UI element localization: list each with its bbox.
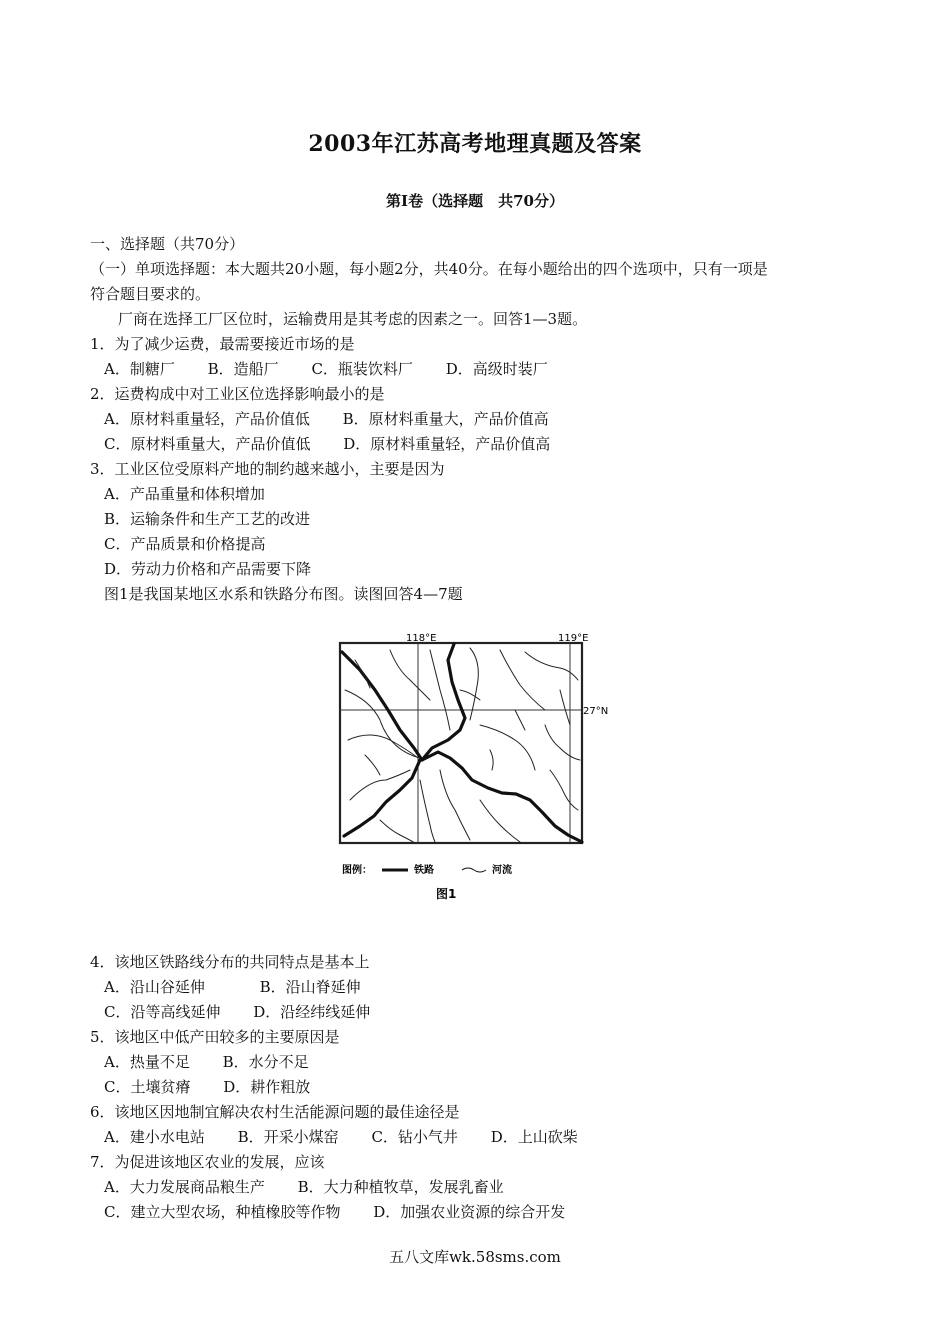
option-a: A．产品重量和体积增加 [104, 485, 265, 503]
question-5-options-row-1 [90, 1050, 870, 1075]
question-block-1 [90, 232, 870, 607]
option-d: D．沿经纬线延伸 [253, 1003, 371, 1021]
option-a: A．大力发展商品粮生产 [104, 1178, 265, 1196]
question-3: 3．工业区位受原料产地的制约越来越小，主要是因为 [90, 460, 445, 478]
question-5-options-row-2 [90, 1075, 870, 1100]
option-d: D．耕作粗放 [223, 1078, 311, 1096]
figure-caption: 图1 [436, 887, 457, 901]
option-d: D．加强农业资源的综合开发 [373, 1203, 566, 1221]
option-a: A．建小水电站 [104, 1128, 205, 1146]
river [470, 648, 478, 720]
question-4-options-row-1 [90, 975, 870, 1000]
option-b: B．原材料重量大，产品价值高 [342, 410, 549, 428]
legend-river-label: 河流 [492, 865, 512, 876]
river [365, 755, 380, 775]
option-c: C．瓶装饮料厂 [311, 360, 413, 378]
river [390, 650, 430, 700]
option-c: C．建立大型农场，种植橡胶等作物 [104, 1203, 341, 1221]
option-a: A．原材料重量轻，产品价值低 [104, 410, 310, 428]
longitude-label-118: 118°E [406, 633, 437, 644]
question-2: 2．运费构成中对工业区位选择影响最小的是 [90, 385, 385, 403]
option-b: B．开采小煤窑 [237, 1128, 339, 1146]
option-a: A．制糖厂 [104, 360, 175, 378]
option-c: C．钻小气井 [371, 1128, 458, 1146]
option-d: D．劳动力价格和产品需要下降 [104, 560, 312, 578]
question-7-options-row-1 [90, 1175, 870, 1200]
question-stem-4-7: 图1是我国某地区水系和铁路分布图。读图回答4—7题 [104, 585, 463, 603]
option-d: D．上山砍柴 [490, 1128, 578, 1146]
map-figure [320, 630, 620, 910]
option-b: B．水分不足 [222, 1053, 309, 1071]
question-4: 4．该地区铁路线分布的共同特点是基本上 [90, 953, 370, 971]
question-stem-1-3: 厂商在选择工厂区位时，运输费用是其考虑的因素之一。回答1—3题。 [118, 310, 588, 328]
question-1-options [90, 357, 870, 382]
legend-prefix: 图例： [342, 865, 372, 876]
option-b: B．造船厂 [207, 360, 279, 378]
option-b: B．沿山脊延伸 [259, 978, 361, 996]
option-c: C．产品质景和价格提高 [104, 535, 266, 553]
river [545, 725, 580, 760]
option-a: A．热量不足 [104, 1053, 190, 1071]
river [500, 650, 545, 710]
river [460, 690, 480, 700]
legend-river-symbol [462, 868, 486, 872]
instructions-line-1: （一）单项选择题：本大题共20小题，每小题2分，共40分。在每小题给出的四个选项中，只有一项是 [90, 260, 768, 278]
question-1: 1．为了减少运费，最需要接近市场的是 [90, 335, 355, 353]
section-title: 第Ⅰ卷（选择题 共70分） [386, 192, 564, 210]
option-d: D．高级时装厂 [445, 360, 548, 378]
river [480, 800, 520, 842]
river [490, 750, 493, 770]
part-heading: 一、选择题（共70分） [90, 235, 245, 253]
river [380, 820, 415, 843]
river [440, 770, 470, 840]
question-2-options-row-1 [90, 407, 870, 432]
option-a: A．沿山谷延伸 [104, 978, 205, 996]
option-c: C．原材料重量大，产品价值低 [104, 435, 311, 453]
river [420, 780, 435, 842]
river-railway-map [320, 630, 620, 910]
railway-line [422, 752, 582, 842]
option-b: B．运输条件和生产工艺的改进 [104, 510, 311, 528]
river [550, 770, 578, 810]
river [560, 690, 570, 725]
option-c: C．土壤贫瘠 [104, 1078, 191, 1096]
question-7-options-row-2 [90, 1200, 870, 1225]
river [480, 725, 535, 770]
legend-railway-label: 铁路 [414, 865, 434, 876]
footer-watermark: 五八文库wk.58sms.com [389, 1248, 561, 1266]
question-5: 5．该地区中低产田较多的主要原因是 [90, 1028, 340, 1046]
question-6: 6．该地区因地制宜解决农村生活能源问题的最佳途径是 [90, 1103, 460, 1121]
question-4-options-row-2 [90, 1000, 870, 1025]
river [515, 710, 525, 730]
railways [342, 644, 582, 842]
question-block-2 [90, 950, 870, 1225]
question-6-options [90, 1125, 870, 1150]
option-b: B．大力种植牧草，发展乳畜业 [297, 1178, 504, 1196]
latitude-label-27: 27°N [583, 706, 609, 717]
longitude-label-119: 119°E [558, 633, 589, 644]
question-2-options-row-2 [90, 432, 870, 457]
railway-line [344, 760, 420, 836]
option-d: D．原材料重量轻，产品价值高 [343, 435, 551, 453]
question-7: 7．为促进该地区农业的发展，应该 [90, 1153, 325, 1171]
railway-line [342, 652, 422, 760]
page-title: 2003年江苏高考地理真题及答案 [308, 131, 642, 157]
instructions-line-2: 符合题目要求的。 [90, 285, 211, 303]
option-c: C．沿等高线延伸 [104, 1003, 221, 1021]
